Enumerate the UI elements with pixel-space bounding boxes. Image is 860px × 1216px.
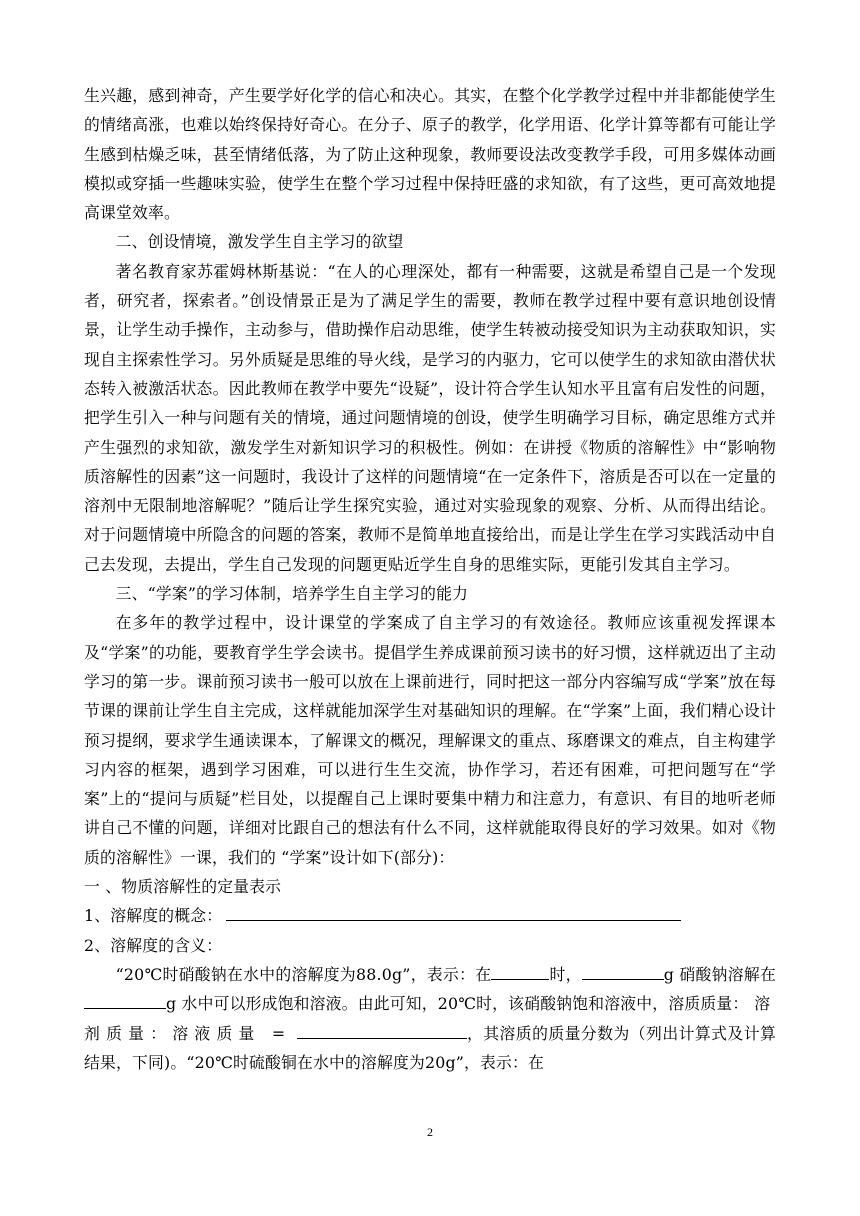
fill-blank-temperature[interactable] xyxy=(491,962,549,980)
paragraph-section-3: 在多年的教学过程中，设计课堂的学案成了自主学习的有效途径。教师应该重视发挥课本及“学案”的功能，要教育学生学会读书。提倡学生养成课前预习读书的好习惯，这样就迈出了主动学习的第一步。课前预习读书一般可以放在上课前进行，同时把这一部分内容编写成“学案”放在每节课的课前让学生自主完成，这样就能加深学生对基础知识的理解。在“学案”上面，我们精心设计预习提纲，要求学生通读课本，了解课文的概况，理解课文的重点、琢磨课文的难点，自主构建学习内容的框架，遇到学习困难，可以进行生生交流，协作学习，若还有困难，可把问题写在“学案”上的“提问与质疑”栏目处，以提醒自己上课时要集中精力和注意力，有意识、有目的地听老师讲自己不懂的问题，详细对比跟自己的想法有什么不同，这样就能取得良好的学习效果。如对《物质的溶解性》一课，我们的 “学案”设计如下(部分)： xyxy=(84,613,776,867)
page-number: 2 xyxy=(427,1125,433,1139)
fill-blank-water-mass[interactable] xyxy=(84,992,166,1010)
outline-section-1: 一 、物质溶解性的定量表示 xyxy=(84,877,282,897)
exercise-text-3: g 硝酸钠溶解在 xyxy=(663,964,777,984)
fill-blank-ratio[interactable] xyxy=(297,1021,467,1039)
fill-blank-solute-mass[interactable] xyxy=(582,962,664,980)
paragraph-intro-continued: 生兴趣，感到神奇，产生要学好化学的信心和决心。其实，在整个化学教学过程中并非都能使学生的情绪高涨，也难以始终保持好奇心。在分子、原子的教学，化学用语、化学计算等都有可能让学生感到枯燥乏味，甚至情绪低落，为了防止这种现象，教师要设法改变教学手段，可用多媒体动画模拟或穿插一些趣味实验，使学生在整个学习过程中保持旺盛的求知欲，有了这些，更可高效地提高课堂效率。 xyxy=(84,86,776,223)
section-heading-2: 二、创设情境，激发学生自主学习的欲望 xyxy=(115,232,404,252)
exercise-text-4: g 水中可以形成饱和溶液。由此可知，20℃时，该硝酸钠饱和溶液中，溶质质量 xyxy=(166,994,733,1014)
paragraph-section-2: 著名教育家苏霍姆林斯基说：“在人的心理深处，都有一种需要，这就是希望自己是一个发现者，研究者，探索者。”创设情景正是为了满足学生的需要，教师在教学过程中要有意识地创设情景，让学生动手操作，主动参与，借助操作启动思维，使学生转被动接受知识为主动获取知识，实现自主探索性学习。另外质疑是思维的导火线，是学习的内驱力，它可以使学生的求知欲由潜伏状态转入被激活状态。因此教师在教学中要先“设疑”，设计符合学生认知水平且富有启发性的问题，把学生引入一种与问题有关的情境，通过问题情境的创设，使学生明确学习目标，确定思维方式并产生强烈的求知欲，激发学生对新知识学习的积极性。例如：在讲授《物质的溶解性》中“影响物质溶解性的因素”这一问题时，我设计了这样的问题情境“在一定条件下，溶质是否可以在一定量的溶剂中无限制地溶解呢？”随后让学生探究实验，通过对实验现象的观察、分析、从而得出结论。对于问题情境中所隐含的问题的答案，教师不是简单地直接给出，而是让学生在学习实践活动中自己去发现，去提出，学生自己发现的问题更贴近学生自身的思维实际，更能引发其自主学习。 xyxy=(84,261,776,574)
exercise-text-5: ：溶剂质量：溶液质量 = xyxy=(84,994,776,1043)
exercise-text-2: 时， xyxy=(549,964,582,984)
section-heading-3: 三、“学案”的学习体制，培养学生自主学习的能力 xyxy=(115,584,469,604)
exercise-text-6: ，其溶质的质量分数为 xyxy=(466,1023,630,1043)
exercise-text-7: （列出计算式及计算结果，下同)。“20℃时硫酸铜在水中的溶解度为20g”，表示：在 xyxy=(84,1023,776,1072)
item-1-label: 1、溶解度的概念： xyxy=(84,906,223,926)
fill-blank-concept[interactable] xyxy=(226,904,681,922)
exercise-paragraph xyxy=(84,960,776,1077)
exercise-text-1: “20℃时硝酸钠在水中的溶解度为88.0g”，表示：在 xyxy=(115,964,492,984)
outline-item-1 xyxy=(84,901,776,930)
outline-item-2: 2、溶解度的含义： xyxy=(84,935,223,955)
page-body xyxy=(84,81,776,1077)
